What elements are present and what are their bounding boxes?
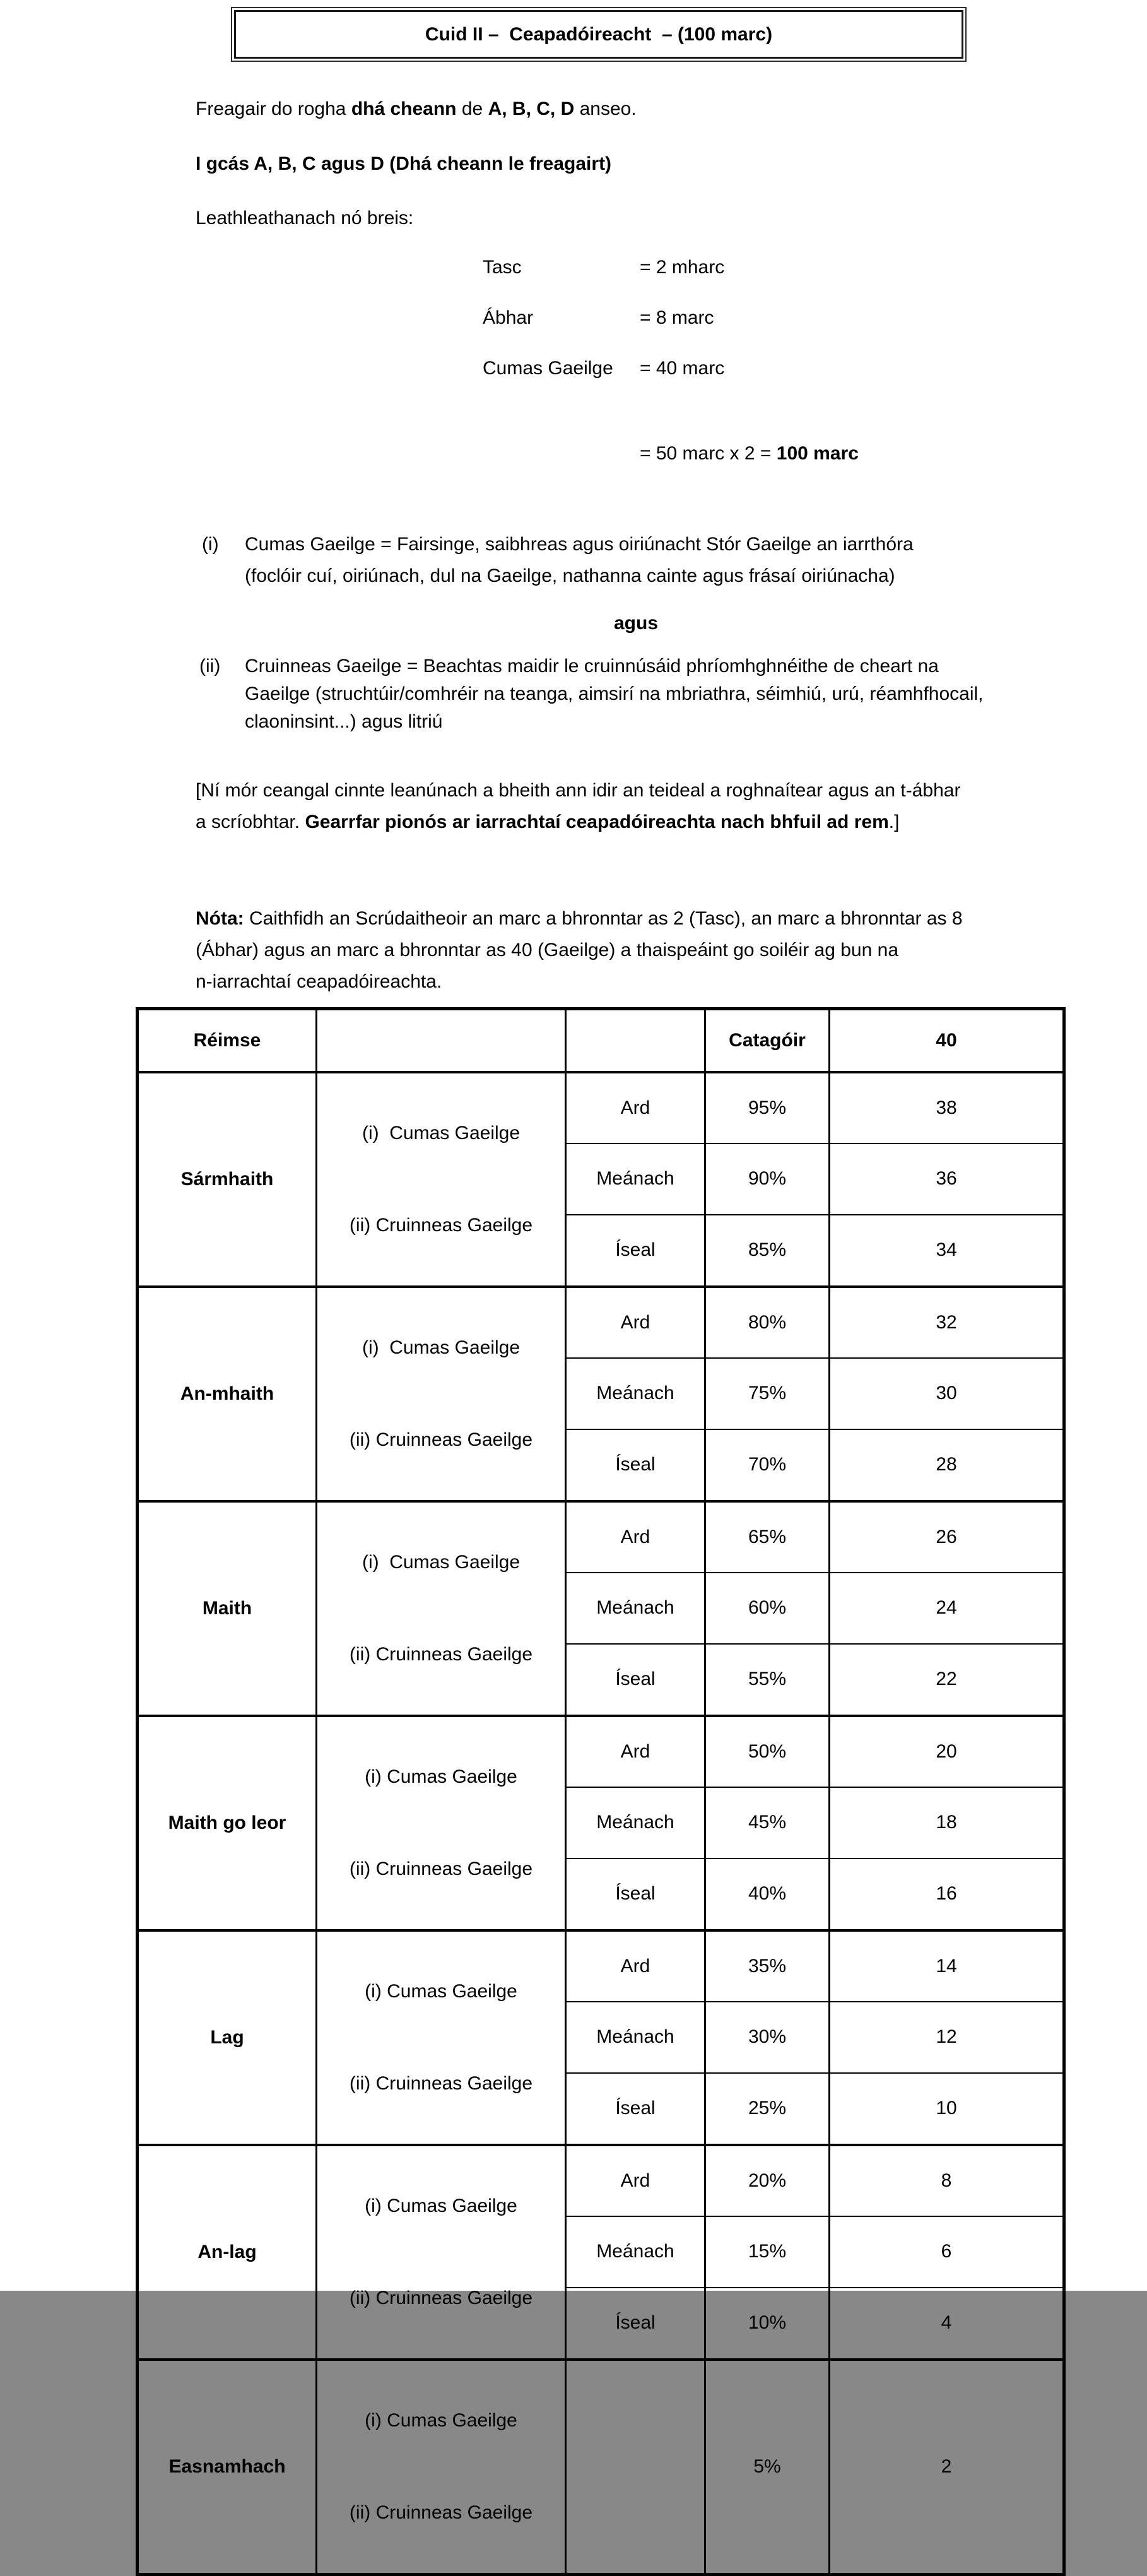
- category-cell: Ard: [566, 2145, 705, 2216]
- percent-cell: 35%: [705, 1930, 830, 2002]
- marks-total-bold: 100 marc: [776, 443, 859, 464]
- header-40: 40: [830, 1009, 1064, 1072]
- criterion-i: (i) Cumas Gaeilge: [365, 1766, 517, 1787]
- criterion-ii: (ii) Cruinneas Gaeilge: [349, 2502, 533, 2523]
- mark-cell: 10: [830, 2073, 1064, 2144]
- mark-cell: 14: [830, 1930, 1064, 2002]
- item-ii-number: (ii): [199, 656, 221, 676]
- table-row: [138, 1287, 1064, 1358]
- band-reimse: An-mhaith: [138, 1287, 317, 1501]
- header-empty: [566, 1009, 705, 1072]
- mark-cell: 6: [830, 2216, 1064, 2288]
- category-cell: Íseal: [566, 2288, 705, 2359]
- intro-bold-dha-cheann: dhá cheann: [351, 98, 457, 119]
- intro-bold-abcd: A, B, C, D: [488, 98, 575, 119]
- marks-total-line: [640, 441, 859, 466]
- band-criteria: [317, 1072, 566, 1287]
- criterion-ii: (ii) Cruinneas Gaeilge: [349, 1643, 533, 1665]
- table-row: [138, 1930, 1064, 2002]
- percent-cell: 70%: [705, 1429, 830, 1501]
- criterion-i: (i) Cumas Gaeilge: [362, 1551, 521, 1573]
- mark-cell: 18: [830, 1787, 1064, 1858]
- band-criteria: [317, 1716, 566, 1930]
- mark-cell: 16: [830, 1858, 1064, 1930]
- category-cell: Ard: [566, 1716, 705, 1787]
- percent-cell: 50%: [705, 1716, 830, 1787]
- mark-cell: 32: [830, 1287, 1064, 1358]
- title-box: [231, 7, 967, 62]
- band-criteria: [317, 1287, 566, 1501]
- nota-line3: n-iarrachtaí ceapadóireachta.: [196, 971, 442, 992]
- mark-row-value: = 40 marc: [640, 358, 725, 379]
- header-catagoir: Catagóir: [705, 1009, 830, 1072]
- category-cell: Ard: [566, 1930, 705, 2002]
- bracket-note-line2: [196, 810, 899, 835]
- bracket-note-text: .]: [888, 812, 900, 832]
- criterion-i: (i) Cumas Gaeilge: [365, 2409, 517, 2431]
- table-header-row: [138, 1009, 1064, 1072]
- table-row: [138, 2360, 1064, 2575]
- case-heading: I gcás A, B, C agus D (Dhá cheann le freagairt): [196, 153, 612, 174]
- criterion-ii: (ii) Cruinneas Gaeilge: [349, 2287, 533, 2308]
- band-criteria: [317, 2145, 566, 2360]
- band-criteria: [317, 1930, 566, 2145]
- mark-cell: 4: [830, 2288, 1064, 2359]
- criterion-ii: (ii) Cruinneas Gaeilge: [349, 1214, 533, 1236]
- intro-text: de: [456, 98, 488, 119]
- band-reimse: Easnamhach: [138, 2360, 317, 2575]
- criterion-ii: (ii) Cruinneas Gaeilge: [349, 1429, 533, 1450]
- mark-row-value: = 2 mharc: [640, 257, 725, 278]
- mark-cell: 20: [830, 1716, 1064, 1787]
- mark-row-label: Cumas Gaeilge: [483, 358, 613, 379]
- half-page-line: Leathleathanach nó breis:: [196, 208, 414, 228]
- criterion-ii: (ii) Cruinneas Gaeilge: [349, 1858, 533, 1879]
- percent-cell: 65%: [705, 1501, 830, 1573]
- percent-cell: 10%: [705, 2288, 830, 2359]
- table-row: [138, 1716, 1064, 1787]
- header-reimse: Réimse: [138, 1009, 317, 1072]
- item-i-line1: Cumas Gaeilge = Fairsinge, saibhreas agus oiriúnacht Stór Gaeilge an iarrthóra: [245, 534, 914, 555]
- percent-cell: 55%: [705, 1644, 830, 1715]
- band-reimse: An-lag: [138, 2145, 317, 2360]
- mark-cell: 22: [830, 1644, 1064, 1715]
- item-ii-line1: Cruinneas Gaeilge = Beachtas maidir le cruinnúsáid phríomhghnéithe de cheart na: [245, 656, 939, 676]
- item-i-line2: (foclóir cuí, oiriúnach, dul na Gaeilge, nathanna cainte agus frásaí oiriúnacha): [245, 565, 895, 586]
- table-row: [138, 1072, 1064, 1143]
- category-cell: Ard: [566, 1287, 705, 1358]
- category-cell: Íseal: [566, 1429, 705, 1501]
- bracket-note-line1: [Ní mór ceangal cinnte leanúnach a bheith ann idir an teideal a roghnaítear agus an t-ábhar: [196, 780, 961, 801]
- percent-cell: 90%: [705, 1143, 830, 1215]
- mark-cell: 30: [830, 1358, 1064, 1429]
- nota-line2: (Ábhar) agus an marc a bhronntar as 40 (Gaeilge) a thaispeáint go soiléir ag bun na: [196, 940, 898, 960]
- category-cell: Meánach: [566, 2216, 705, 2288]
- band-reimse: Sármhaith: [138, 1072, 317, 1287]
- marks-total-prefix: = 50 marc x 2 =: [640, 443, 777, 464]
- table-row: [138, 2145, 1064, 2216]
- mark-row-label: Tasc: [483, 257, 522, 278]
- category-cell: Meánach: [566, 2002, 705, 2073]
- intro-text: Freagair do rogha: [196, 98, 351, 119]
- category-cell: Íseal: [566, 1644, 705, 1715]
- mark-cell: 26: [830, 1501, 1064, 1573]
- percent-cell: 30%: [705, 2002, 830, 2073]
- criterion-i: (i) Cumas Gaeilge: [362, 1122, 521, 1143]
- band-criteria: [317, 2360, 566, 2575]
- mark-row-value: = 8 marc: [640, 307, 714, 328]
- mark-cell: 34: [830, 1215, 1064, 1286]
- percent-cell: 75%: [705, 1358, 830, 1429]
- category-cell: Íseal: [566, 2073, 705, 2144]
- page-title: Cuid II – Ceapadóireacht – (100 marc): [234, 10, 963, 59]
- category-cell: Meánach: [566, 1143, 705, 1215]
- item-i-number: (i): [202, 534, 219, 555]
- bracket-note-penalty-bold: Gearrfar pionós ar iarrachtaí ceapadóireachta nach bhfuil ad rem: [305, 812, 889, 832]
- band-criteria: [317, 1501, 566, 1716]
- band-reimse: Lag: [138, 1930, 317, 2145]
- percent-cell: 25%: [705, 2073, 830, 2144]
- percent-cell: 15%: [705, 2216, 830, 2288]
- percent-cell: 60%: [705, 1573, 830, 1644]
- criterion-i: (i) Cumas Gaeilge: [362, 1337, 521, 1358]
- nota-label: Nóta:: [196, 908, 244, 929]
- intro-paragraph: [196, 97, 637, 122]
- bracket-note-text: a scríobhtar.: [196, 812, 305, 832]
- criterion-ii: (ii) Cruinneas Gaeilge: [349, 2072, 533, 2094]
- category-cell: Íseal: [566, 1858, 705, 1930]
- mark-cell: 2: [830, 2360, 1064, 2575]
- item-ii-line2: Gaeilge (struchtúir/comhréir na teanga, aimsirí na mbriathra, séimhiú, urú, réamhfhocail,: [245, 683, 984, 704]
- mark-cell: 38: [830, 1072, 1064, 1143]
- mark-cell: 24: [830, 1573, 1064, 1644]
- agus-connector: agus: [613, 613, 659, 634]
- nota-text: Caithfidh an Scrúdaitheoir an marc a bhronntar as 2 (Tasc), an marc a bhronntar as 8: [244, 908, 963, 929]
- category-cell: Ard: [566, 1501, 705, 1573]
- mark-cell: 12: [830, 2002, 1064, 2073]
- category-cell: [566, 2360, 705, 2575]
- band-reimse: Maith go leor: [138, 1716, 317, 1930]
- percent-cell: 80%: [705, 1287, 830, 1358]
- header-empty: [317, 1009, 566, 1072]
- category-cell: Ard: [566, 1072, 705, 1143]
- mark-cell: 8: [830, 2145, 1064, 2216]
- nota-line1: [196, 906, 963, 931]
- table-row: [138, 1501, 1064, 1573]
- category-cell: Íseal: [566, 1215, 705, 1286]
- category-cell: Meánach: [566, 1573, 705, 1644]
- band-reimse: Maith: [138, 1501, 317, 1716]
- percent-cell: 20%: [705, 2145, 830, 2216]
- intro-text: anseo.: [574, 98, 637, 119]
- criterion-i: (i) Cumas Gaeilge: [365, 1980, 517, 2002]
- grading-table: [136, 1007, 1066, 2576]
- percent-cell: 45%: [705, 1787, 830, 1858]
- percent-cell: 5%: [705, 2360, 830, 2575]
- mark-row-label: Ábhar: [483, 307, 534, 328]
- criterion-i: (i) Cumas Gaeilge: [365, 2195, 517, 2216]
- percent-cell: 40%: [705, 1858, 830, 1930]
- category-cell: Meánach: [566, 1787, 705, 1858]
- percent-cell: 95%: [705, 1072, 830, 1143]
- percent-cell: 85%: [705, 1215, 830, 1286]
- mark-cell: 36: [830, 1143, 1064, 1215]
- item-ii-line3: claoninsint...) agus litriú: [245, 711, 443, 732]
- mark-cell: 28: [830, 1429, 1064, 1501]
- category-cell: Meánach: [566, 1358, 705, 1429]
